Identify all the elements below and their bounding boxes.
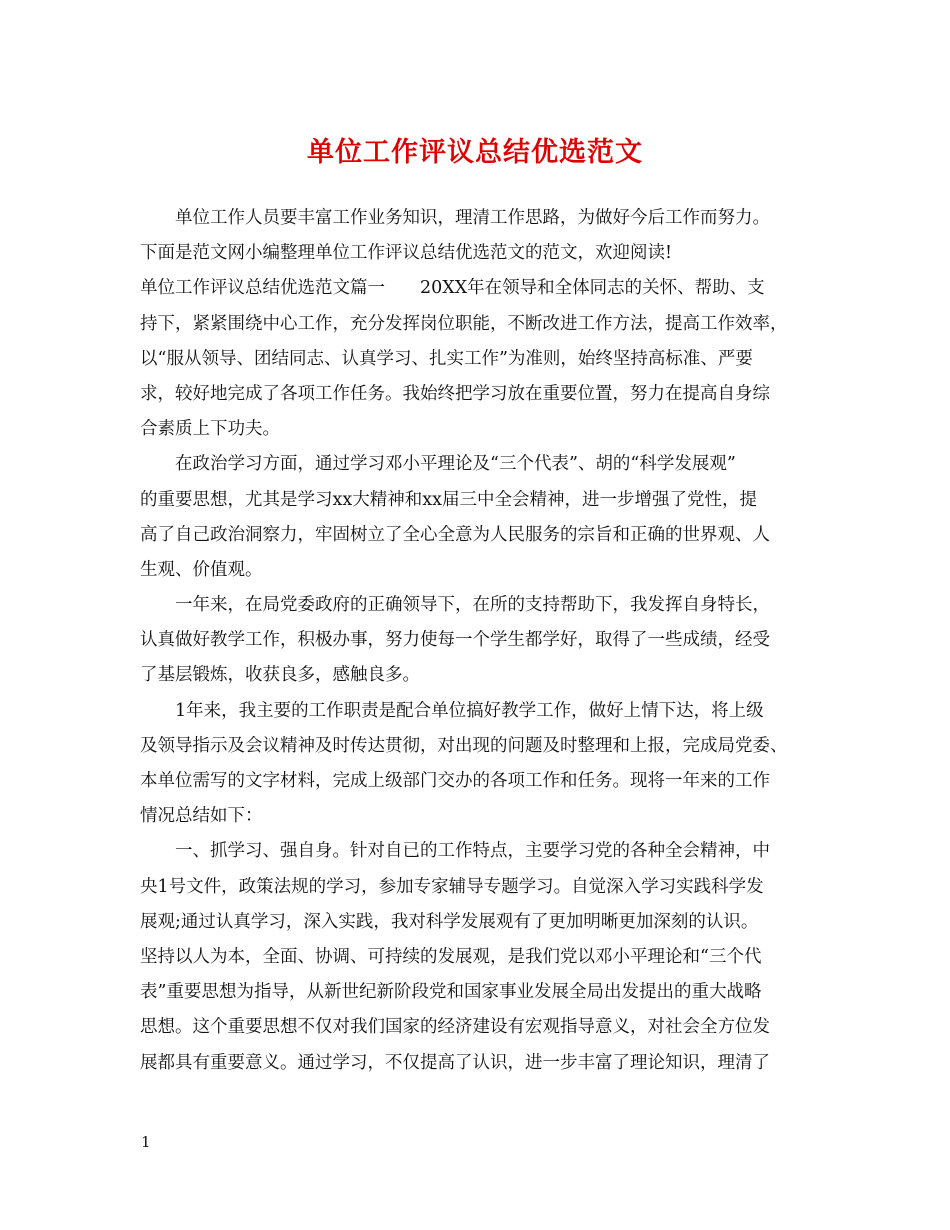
text-line: 一、抓学习、强自身。针对自已的工作特点，主要学习党的各种全会精神，中 [175,841,770,862]
text-line: 了基层锻炼，收获良多，感触良多。 [140,665,420,686]
text-line: 本单位需写的文字材料，完成上级部门交办的各项工作和任务。现将一年来的工作 [140,771,770,791]
text-line: 在政治学习方面，通过学习邓小平理论及“三个代表”、胡的“科学发展观” [175,454,736,475]
document-body [140,201,815,1081]
text-line: 求，较好地完成了各项工作任务。我始终把学习放在重要位置，努力在提高自身综 [140,383,770,404]
page-number: 1 [141,1133,151,1151]
text-line: 思想。这个重要思想不仅对我们国家的经济建设有宏观指导意义，对社会全方位发 [140,1017,770,1038]
text-line: 1年来，我主要的工作职责是配合单位搞好教学工作，做好上情下达，将上级 [175,700,764,721]
text-line: 单位工作人员要丰富工作业务知识，理清工作思路，为做好今后工作而努力。 [175,208,770,228]
text-line: 持下，紧紧围绕中心工作，充分发挥岗位职能，不断改进工作方法，提高工作效率， [140,313,788,334]
text-line: 的重要思想，尤其是学习xx大精神和xx届三中全会精神，进一步增强了党性，提 [140,489,757,510]
text-line: 合素质上下功夫。 [140,419,280,440]
text-line: 单位工作评议总结优选范文篇一 20XX年在领导和全体同志的关怀、帮助、支 [140,278,765,299]
text-line: 及领导指示及会议精神及时传达贯彻，对出现的问题及时整理和上报，完成局党委、 [140,735,788,756]
text-line: 认真做好教学工作，积极办事，努力使每一个学生都学好，取得了一些成绩，经受 [140,630,770,651]
text-line: 下面是范文网小编整理单位工作评议总结优选范文的范文，欢迎阅读! [140,243,673,264]
text-line: 坚持以人为本，全面、协调、可持续的发展观，是我们党以邓小平理论和“三个代 [140,946,762,967]
text-line: 高了自己政治洞察力，牢固树立了全心全意为人民服务的宗旨和正确的世界观、人 [140,524,770,545]
text-line: 以“服从领导、团结同志、认真学习、扎实工作”为准则，始终坚持高标准、严要 [140,348,753,369]
text-line: 一年来，在局党委政府的正确领导下，在所的支持帮助下，我发挥自身特长， [175,595,770,616]
text-line: 央1号文件，政策法规的学习，参加专家辅导专题学习。自觉深入学习实践科学发 [140,876,764,897]
text-line: 展观;通过认真学习，深入实践，我对科学发展观有了更加明晰更加深刻的认识。 [140,911,759,932]
text-line: 情况总结如下： [140,806,263,827]
text-line: 表”重要思想为指导，从新世纪新阶段党和国家事业发展全局出发提出的重大战略 [140,982,762,1003]
text-line: 展都具有重要意义。通过学习，不仅提高了认识，进一步丰富了理论知识，理清了 [140,1052,770,1073]
document-title: 单位工作评议总结优选范文 [307,137,643,168]
text-line: 生观、价值观。 [140,559,263,580]
